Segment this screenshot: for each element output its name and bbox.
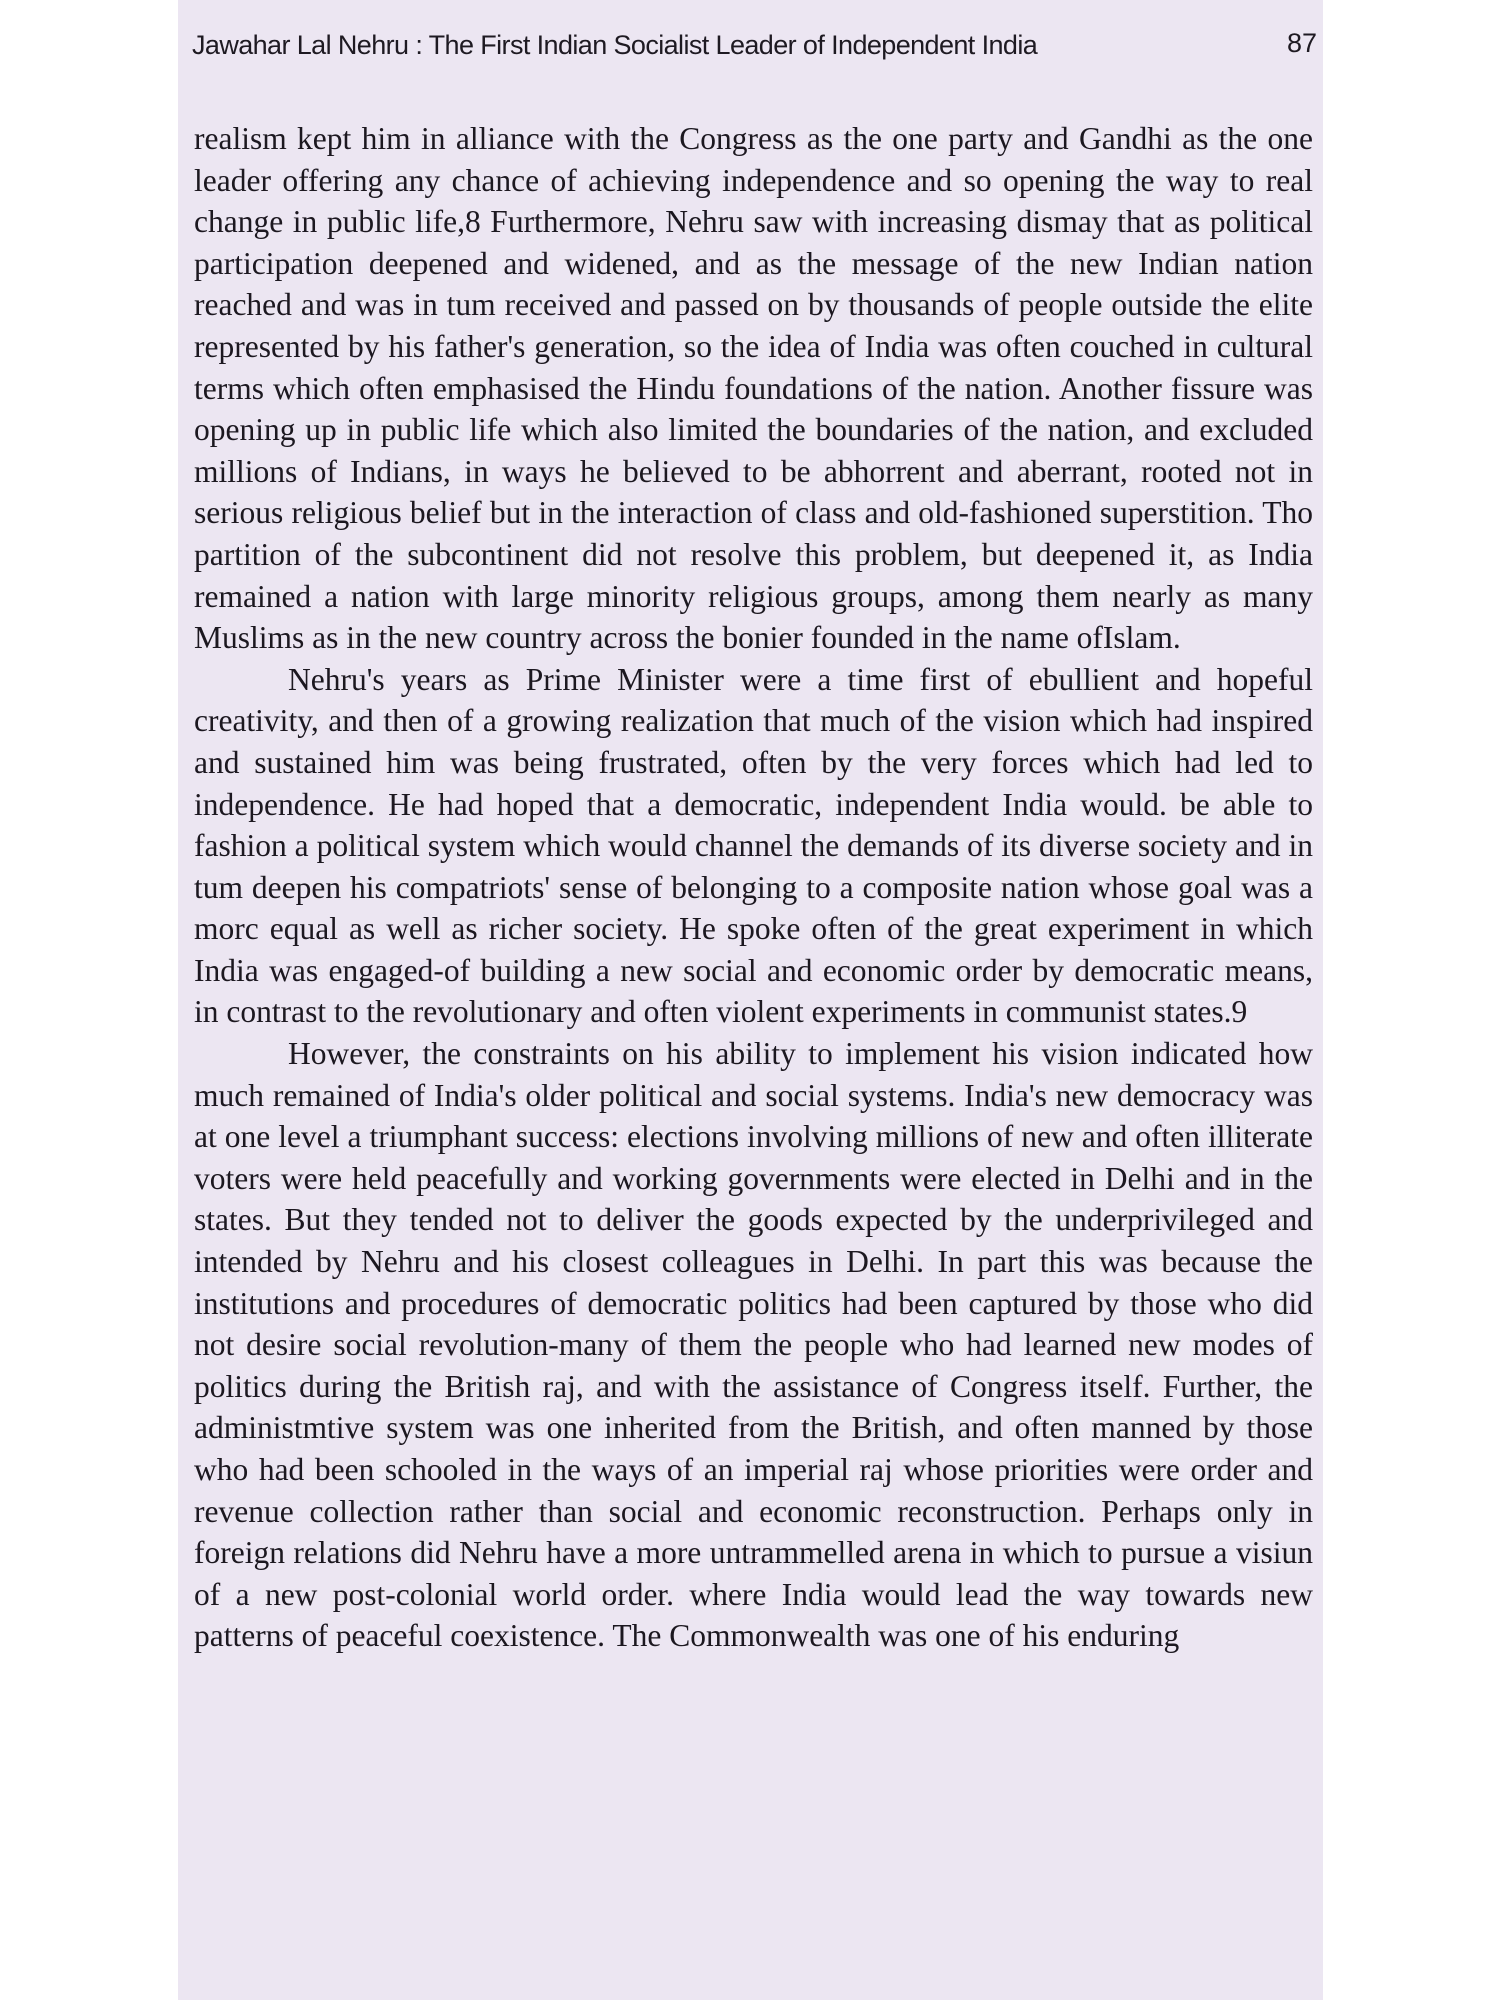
page-number: 87 (1286, 28, 1317, 58)
body-text (194, 118, 1313, 1657)
header-title: Jawahar Lal Nehru : The First Indian Socialist Leader of Independent India (192, 30, 1038, 60)
paragraph-1: realism kept him in alliance with the Congress as the one party and Gandhi as the one leader offering any chance of achieving independence and so opening the way to real change in public life,8 Furthermore, Nehru saw with increasing dismay that as political participation deepened and widened, and as the message of the new Indian nation reached and was in tum received and passed on by thousands of people outside the elite represented by his father's generation, so the idea of India was often couched in cultural terms which often emphasised the Hindu foundations of the nation. Another fissure was opening up in public life which also limited the boundaries of the nation, and excluded millions of Indians, in ways he believed to be abhorrent and aberrant, rooted not in serious religious belief but in the interaction of class and old-fashioned superstition. Tho partition of the subcontinent did not resolve this problem, but deepened it, as India remained a nation with large minority religious groups, among them nearly as many Muslims as in the new country across the bonier founded in the name ofIslam. (194, 121, 1313, 656)
paragraph-3: However, the constraints on his ability to implement his vision indicated how much remained of India's older political and social systems. India's new democracy was at one level a triumphant success: elections involving millions of new and often illiterate voters were held peacefully and working governments were elected in Delhi and in the states. But they tended not to deliver the goods expected by the underprivileged and intended by Nehru and his closest colleagues in Delhi. In part this was because the institutions and procedures of democratic politics had been captured by those who did not desire social revolution-many of them the people who had learned new modes of politics during the British raj, and with the assistance of Congress itself. Further, the administmtive system was one inherited from the British, and often manned by those who had been schooled in the ways of an imperial raj whose priorities were order and revenue collection rather than social and economic reconstruction. Perhaps only in foreign relations did Nehru have a more untrammelled arena in which to pursue a visiun of a new post-colonial world order. where India would lead the way towards new patterns of peaceful coexistence. The Commonwealth was one of his enduring (194, 1036, 1313, 1654)
running-header (192, 24, 1317, 68)
paragraph-2: Nehru's years as Prime Minister were a time first of ebullient and hopeful creativity, and then of a growing realization that much of the vision which had inspired and sustained him was being frustrated, often by the very forces which had led to independence. He had hoped that a democratic, independent India would. be able to fashion a political system which would channel the demands of its diverse society and in tum deepen his compatriots' sense of belonging to a composite nation whose goal was a morc equal as well as richer society. He spoke often of the great experiment in which India was engaged-of building a new social and economic order by democratic means, in contrast to the revolutionary and often violent experiments in communist states.9 (194, 661, 1313, 1030)
book-page (178, 0, 1323, 2000)
